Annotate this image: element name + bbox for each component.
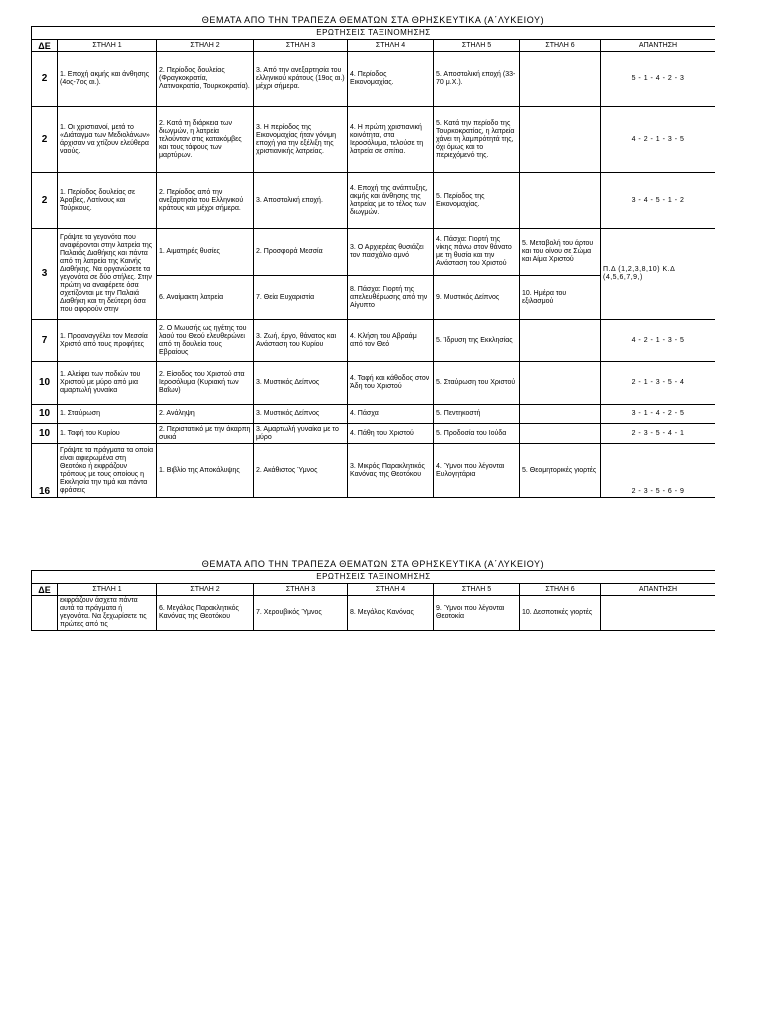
header-answer: ΑΠΑΝΤΗΣΗ [601, 584, 716, 596]
header-col4: ΣΤΗΛΗ 4 [348, 40, 434, 52]
header-col1: ΣΤΗΛΗ 1 [58, 584, 157, 596]
header-row [32, 40, 716, 52]
col6-cell [520, 424, 601, 444]
header-col5: ΣΤΗΛΗ 5 [434, 40, 520, 52]
col5-cell: 5. Ίδρυση της Εκκλησίας [434, 320, 520, 362]
de-cell: 7 [32, 320, 58, 362]
col4-cell: 4. Πάθη του Χριστού [348, 424, 434, 444]
col6-cell [520, 405, 601, 424]
col3-cell: 3. Αμαρτωλή γυναίκα με το μύρο [254, 424, 348, 444]
table-row [32, 52, 716, 107]
header-col2: ΣΤΗΛΗ 2 [157, 40, 254, 52]
col2-cell: 2. Περίοδος δουλείας (Φραγκοκρατία, Λατινοκρατία, Τουρκοκρατία). [157, 52, 254, 107]
col5-cell: 4. Πάσχα: Γιορτή της νίκης πάνω στον θάνατο με τη θυσία και την Ανάσταση του Χριστού [434, 229, 520, 276]
de-cell: 2 [32, 173, 58, 229]
table-row [32, 173, 716, 229]
table-row [32, 320, 716, 362]
answer-cell [601, 596, 716, 631]
header-col2: ΣΤΗΛΗ 2 [157, 584, 254, 596]
page-title: ΘΕΜΑΤΑ ΑΠΟ ΤΗΝ ΤΡΑΠΕΖΑ ΘΕΜΑΤΩΝ ΣΤΑ ΘΡΗΣΚΕΥΤΙΚΑ (Α΄ΛΥΚΕΙΟΥ) [201, 559, 545, 569]
answer-cell: 5 - 1 - 4 - 2 - 3 [601, 52, 716, 107]
de-cell: 10 [32, 405, 58, 424]
answer-cell: 2 - 3 - 5 - 6 - 9 [601, 444, 716, 498]
answer-cell: 3 - 1 - 4 - 2 - 5 [601, 405, 716, 424]
de-cell: 2 [32, 107, 58, 173]
table-row [32, 107, 716, 173]
col5-cell: 5. Κατά την περίοδο της Τουρκοκρατίας, η λατρεία χάνει τη λαμπρότητά της, όχι όμως και το περιεχόμενό της. [434, 107, 520, 173]
col2-cell: 1. Αιματηρές θυσίες [157, 229, 254, 276]
header-row [32, 584, 716, 596]
col6-cell [520, 52, 601, 107]
table-row [32, 362, 716, 405]
table-row [32, 405, 716, 424]
col6-cell: 10. Ημέρα του εξιλασμού [520, 276, 601, 320]
col4-cell: 3. Ο Αρχιερέας θυσιάζει τον πασχάλιο αμνό [348, 229, 434, 276]
header-col1: ΣΤΗΛΗ 1 [58, 40, 157, 52]
table-row [32, 229, 716, 276]
col6-cell: 10. Δεσποτικές γιορτές [520, 596, 601, 631]
col2-cell: 6. Μεγάλος Παρακλητικός Κανόνας της Θεοτόκου [157, 596, 254, 631]
col5-cell: 5. Σταύρωση του Χριστού [434, 362, 520, 405]
table-subtitle: ΕΡΩΤΗΣΕΙΣ ΤΑΞΙΝΟΜΗΣΗΣ [32, 571, 716, 584]
header-de: ΔΕ [32, 584, 58, 596]
header-col3: ΣΤΗΛΗ 3 [254, 584, 348, 596]
de-cell: 10 [32, 362, 58, 405]
col3-cell: 3. Μυστικός Δείπνος [254, 362, 348, 405]
col1-cell: 1. Αλείφει των ποδιών του Χριστού με μύρο από μια αμαρτωλή γυναίκα [58, 362, 157, 405]
col4-cell: 8. Πάσχα: Γιορτή της απελευθέρωσης από την Αίγυπτο [348, 276, 434, 320]
col1-cell: Γράψτε τα πράγματα τα οποία είναι αφιερωμένα στη Θεοτόκο ή εκφράζουν τρόπους με τους οποίους η Εκκλησία την τιμά και πάντα φράσεις [58, 444, 157, 498]
col4-cell: 4. Η πρώτη χριστιανική κοινότητα, στα Ιεροσόλυμα, τελούσε τη λατρεία σε σπίτια. [348, 107, 434, 173]
answer-cell: 4 - 2 - 1 - 3 - 5 [601, 107, 716, 173]
table-subtitle: ΕΡΩΤΗΣΕΙΣ ΤΑΞΙΝΟΜΗΣΗΣ [32, 27, 716, 40]
col2-cell: 2. Είσοδος του Χριστού στα Ιεροσόλυμα (Κυριακή των Βαΐων) [157, 362, 254, 405]
col2-cell: 2. Περίοδος από την ανεξαρτησία του Ελληνικού κράτους και μέχρι σήμερα. [157, 173, 254, 229]
header-col4: ΣΤΗΛΗ 4 [348, 584, 434, 596]
col2-cell: 2. Ο Μωυσής ως ηγέτης του λαού του Θεού ελευθερώνει από τη δουλεία τους Εβραίους [157, 320, 254, 362]
answer-cell: 2 - 1 - 3 - 5 - 4 [601, 362, 716, 405]
col2-cell: 2. Περιστατικό με την άκαρπη συκιά [157, 424, 254, 444]
de-cell: 2 [32, 52, 58, 107]
col4-cell: 4. Κλήση του Αβραάμ από τον Θεό [348, 320, 434, 362]
de-cell [32, 596, 58, 631]
classification-table [31, 26, 715, 498]
header-answer: ΑΠΑΝΤΗΣΗ [601, 40, 716, 52]
answer-cell: 3 - 4 - 5 - 1 - 2 [601, 173, 716, 229]
col1-cell: 1. Προαναγγέλει τον Μεσσία Χριστό από τους προφήτες [58, 320, 157, 362]
table-row [32, 444, 716, 498]
page-title: ΘΕΜΑΤΑ ΑΠΟ ΤΗΝ ΤΡΑΠΕΖΑ ΘΕΜΑΤΩΝ ΣΤΑ ΘΡΗΣΚΕΥΤΙΚΑ (Α΄ΛΥΚΕΙΟΥ) [201, 15, 545, 25]
header-col6: ΣΤΗΛΗ 6 [520, 584, 601, 596]
classification-table-continued [31, 570, 715, 631]
col5-cell: 9. Ύμνοι που λέγονται Θεοτοκία [434, 596, 520, 631]
col3-cell: 3. Από την ανεξαρτησία του ελληνικού κράτους (19ος αι.) μέχρι σήμερα. [254, 52, 348, 107]
col4-cell: 8. Μεγάλος Κανόνας [348, 596, 434, 631]
header-col3: ΣΤΗΛΗ 3 [254, 40, 348, 52]
col4-cell: 4. Πάσχα [348, 405, 434, 424]
de-cell: 3 [32, 229, 58, 320]
col3-cell: 3. Αποστολική εποχή. [254, 173, 348, 229]
col2-cell: 2. Κατά τη διάρκεια των διωγμών, η λατρεία τελούνταν στις κατακόμβες και τους τάφους των μαρτύρων. [157, 107, 254, 173]
col2-cell: 2. Ανάληψη [157, 405, 254, 424]
col1-cell: 1. Περίοδος δουλείας σε Άραβες, Λατίνους και Τούρκους. [58, 173, 157, 229]
col2-cell: 1. Βιβλίο της Αποκάλυψης [157, 444, 254, 498]
col6-cell [520, 320, 601, 362]
col3-cell: 3. Μυστικός Δείπνος [254, 405, 348, 424]
de-cell: 10 [32, 424, 58, 444]
col5-cell: 9. Μυστικός Δείπνος [434, 276, 520, 320]
col3-cell: 2. Ακάθιστος Ύμνος [254, 444, 348, 498]
col6-cell [520, 107, 601, 173]
table-row [32, 424, 716, 444]
header-de: ΔΕ [32, 40, 58, 52]
col1-cell: εκφράζουν άσχετα πάντα αυτά τα πράγματα ή γεγονότα. Να ξεχωρίσετε τις πρώτες από τις [58, 596, 157, 631]
col6-cell [520, 362, 601, 405]
de-cell: 16 [32, 444, 58, 498]
col3-cell: 7. Θεία Ευχαριστία [254, 276, 348, 320]
page-1 [31, 14, 715, 508]
col6-cell: 5. Μεταβολή του άρτου και του οίνου σε Σώμα και Αίμα Χριστού [520, 229, 601, 276]
page-2 [31, 558, 715, 638]
col4-cell: 4. Ταφή και κάθοδος στον Άδη του Χριστού [348, 362, 434, 405]
col3-cell: 3. Η περίοδος της Εικονομαχίας ήταν γόνιμη εποχή για την εξέλιξη της χριστιανικής λατρείας. [254, 107, 348, 173]
col5-cell: 5. Περίοδος της Εικονομαχίας. [434, 173, 520, 229]
col3-cell: 2. Προσφορά Μεσσία [254, 229, 348, 276]
col6-cell [520, 173, 601, 229]
col6-cell: 5. Θεομητορικές γιορτές [520, 444, 601, 498]
col5-cell: 5. Προδοσία του Ιούδα [434, 424, 520, 444]
col2-cell: 6. Αναίμακτη λατρεία [157, 276, 254, 320]
answer-cell: 4 - 2 - 1 - 3 - 5 [601, 320, 716, 362]
header-col5: ΣΤΗΛΗ 5 [434, 584, 520, 596]
table-row [32, 596, 716, 631]
answer-cell: Π.Δ (1,2,3,8,10) Κ.Δ (4,5,6,7,9,) [601, 229, 716, 320]
col4-cell: 4. Εποχή της ανάπτυξης, ακμής και άνθησης της λατρείας με το τέλος των διωγμών. [348, 173, 434, 229]
col1-cell: Γράψτε τα γεγονότα που αναφέρονται στην λατρεία της Παλαιάς Διαθήκης και πάντα από τη λατρεία της Καινής Διαθήκης. Να οργανώσετε τα γεγονότα σε δύο στήλες. Στην πρώτη να αναφέρετε όσα σχετίζονται με την Παλαιά Διαθήκη και τη δεύτερη όσα που αφορούν στην [58, 229, 157, 320]
col5-cell: 5. Πεντηκοστή [434, 405, 520, 424]
col4-cell: 3. Μικρός Παρακλητικός Κανόνας της Θεοτόκου [348, 444, 434, 498]
col1-cell: 1. Εποχή ακμής και άνθησης (4ος-7ος αι.). [58, 52, 157, 107]
col4-cell: 4. Περίοδος Εικονομαχίας. [348, 52, 434, 107]
col1-cell: 1. Ταφή του Κυρίου [58, 424, 157, 444]
header-col6: ΣΤΗΛΗ 6 [520, 40, 601, 52]
answer-cell: 2 - 3 - 5 - 4 - 1 [601, 424, 716, 444]
col5-cell: 4. Ύμνοι που λέγονται Ευλογητάρια [434, 444, 520, 498]
col3-cell: 3. Ζωή, έργο, θάνατος και Ανάσταση του Κυρίου [254, 320, 348, 362]
col5-cell: 5. Αποστολική εποχή (33-70 μ.Χ.). [434, 52, 520, 107]
col1-cell: 1. Οι χριστιανοί, μετά το «Διάταγμα των Μεδιολάνων» άρχισαν να χτίζουν ελεύθερα ναούς. [58, 107, 157, 173]
col3-cell: 7. Χερουβικός Ύμνος [254, 596, 348, 631]
col1-cell: 1. Σταύρωση [58, 405, 157, 424]
